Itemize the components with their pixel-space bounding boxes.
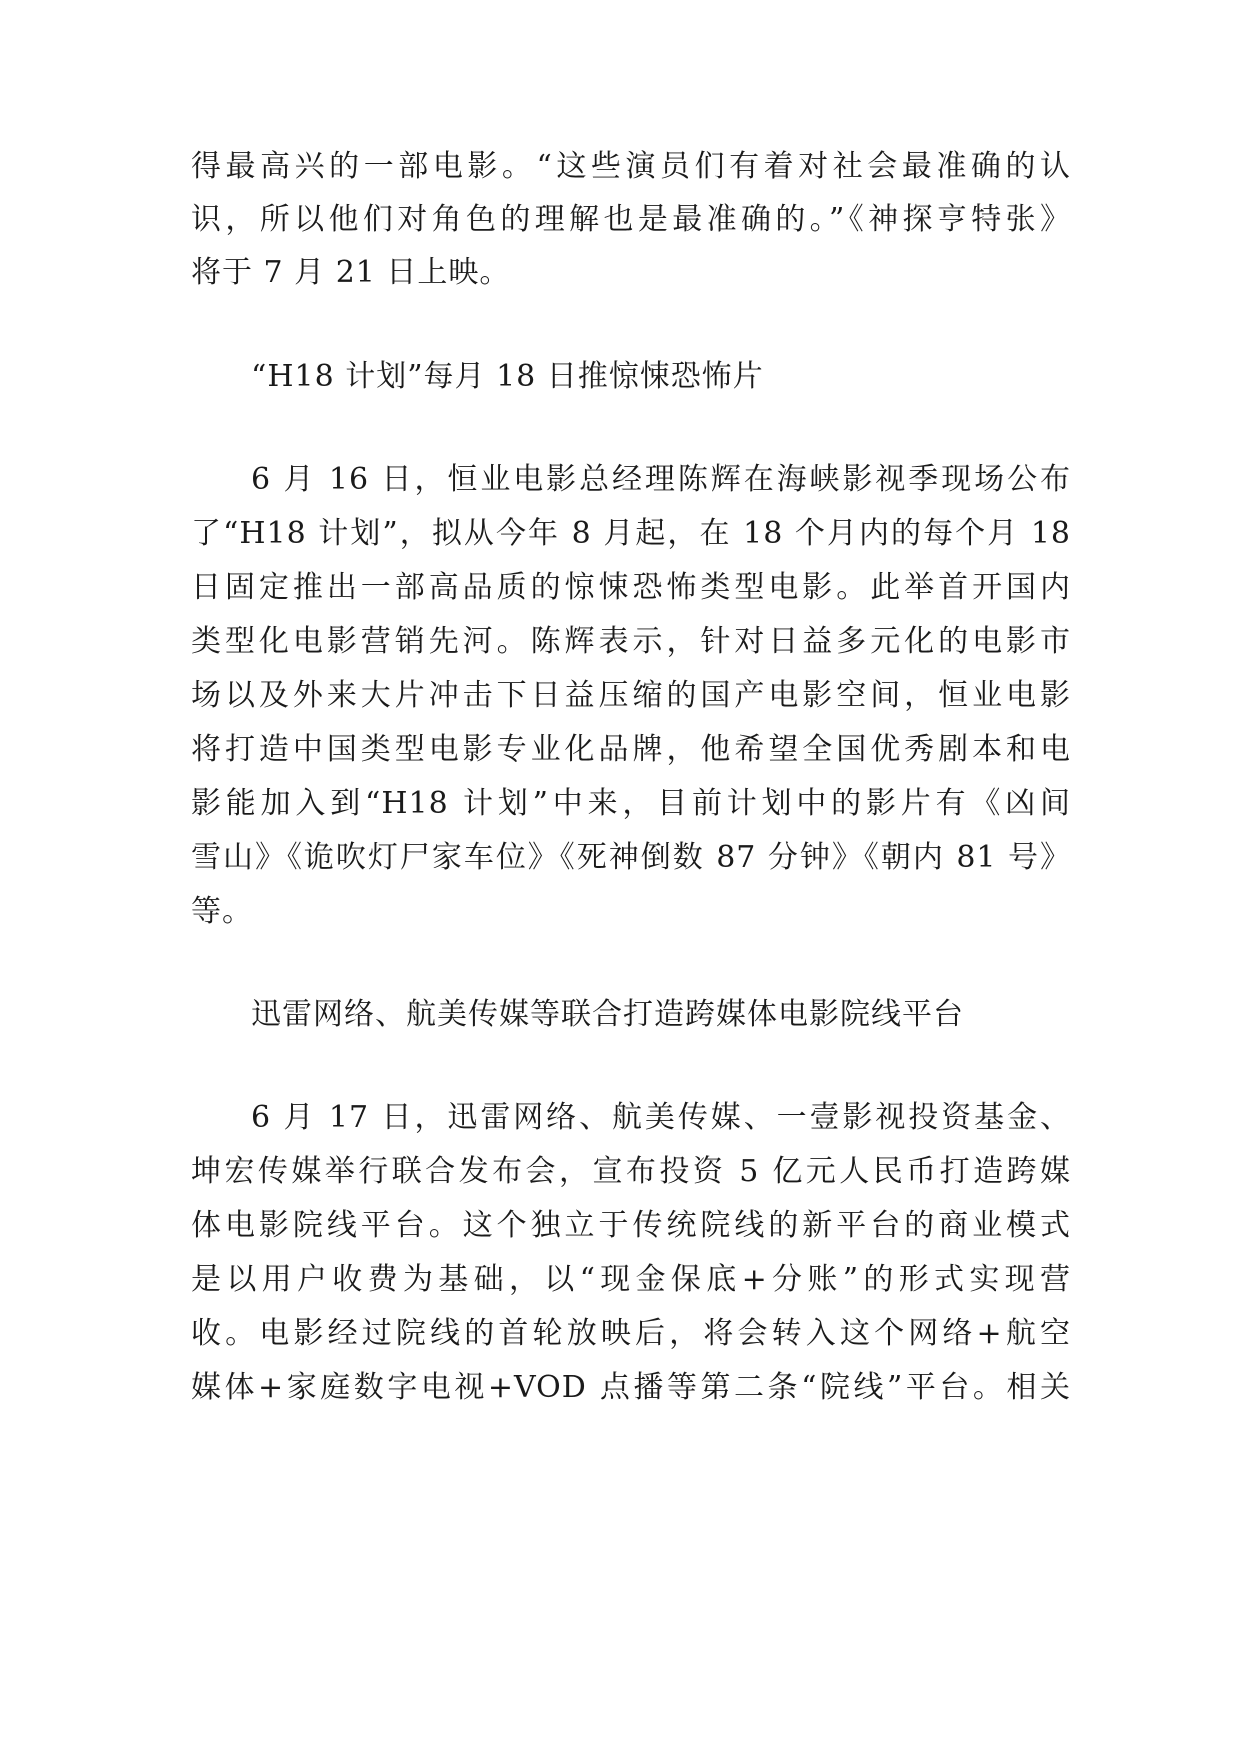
text-line: 了“H18 计划”，拟从今年 8 月起，在 18 个月内的每个月 18 (191, 516, 1071, 551)
text-line: 坤宏传媒举行联合发布会，宣布投资 5 亿元人民币打造跨媒 (191, 1154, 1071, 1189)
section-heading-h18: “H18 计划”每月 18 日推惊悚恐怖片 (251, 359, 764, 394)
text-line: 雪山》《诡吹灯尸家车位》《死神倒数 87 分钟》《朝内 81 号》 (191, 840, 1071, 875)
text-line: 将于 7 月 21 日上映。 (191, 255, 511, 290)
text-line: 等。 (191, 894, 253, 929)
text-line: 识，所以他们对角色的理解也是最准确的。”《神探亨特张》 (191, 202, 1071, 237)
section-heading-crossmedia: 迅雷网络、航美传媒等联合打造跨媒体电影院线平台 (251, 997, 964, 1032)
text-line: 媒体+家庭数字电视+VOD 点播等第二条“院线”平台。相关 (191, 1370, 1071, 1405)
text-line: 影能加入到“H18 计划”中来，目前计划中的影片有《凶间 (191, 786, 1071, 821)
text-line: 日固定推出一部高品质的惊悚恐怖类型电影。此举首开国内 (191, 570, 1071, 605)
text-line: 类型化电影营销先河。陈辉表示，针对日益多元化的电影市 (191, 624, 1071, 659)
text-line: 体电影院线平台。这个独立于传统院线的新平台的商业模式 (191, 1208, 1071, 1243)
text-line: 收。电影经过院线的首轮放映后，将会转入这个网络+航空 (191, 1316, 1071, 1351)
text-line: 6 月 16 日，恒业电影总经理陈辉在海峡影视季现场公布 (251, 462, 1071, 497)
text-line: 6 月 17 日，迅雷网络、航美传媒、一壹影视投资基金、 (251, 1100, 1071, 1135)
text-line: 将打造中国类型电影专业化品牌，他希望全国优秀剧本和电 (191, 732, 1071, 767)
text-line: 是以用户收费为基础，以“现金保底+分账”的形式实现营 (191, 1262, 1071, 1297)
text-line: 得最高兴的一部电影。“这些演员们有着对社会最准确的认 (191, 149, 1071, 184)
text-line: 场以及外来大片冲击下日益压缩的国产电影空间，恒业电影 (191, 678, 1071, 713)
